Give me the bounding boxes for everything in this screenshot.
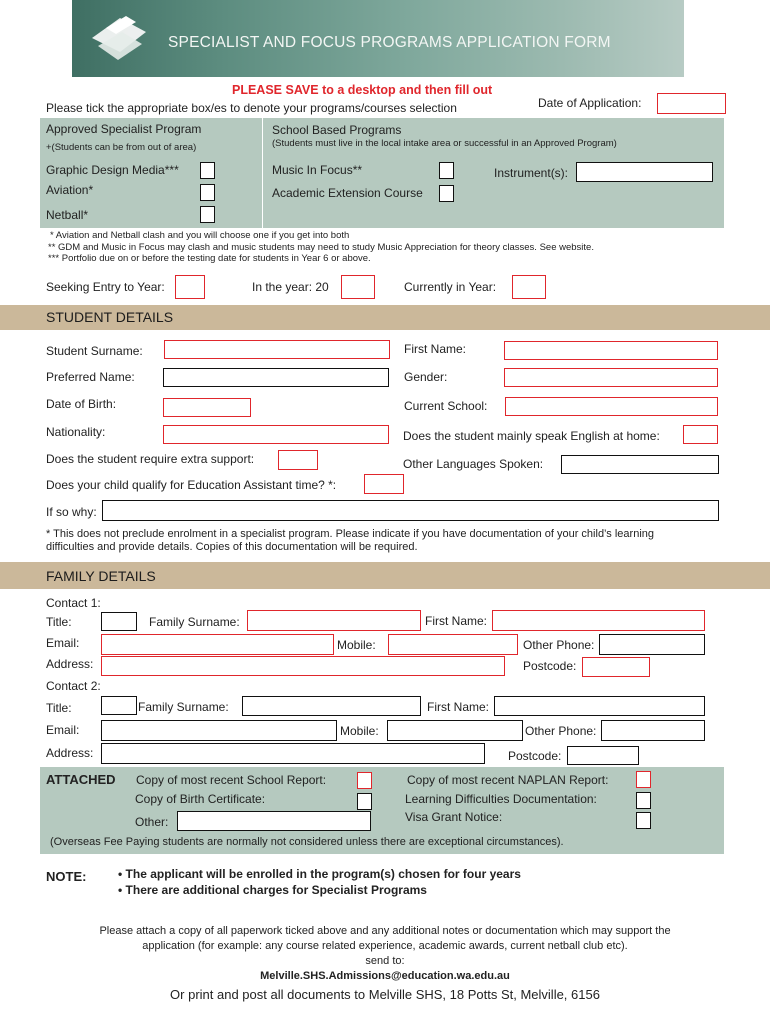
music-label: Music In Focus** <box>272 163 363 177</box>
languages-label: Other Languages Spoken: <box>403 457 544 471</box>
form-title: SPECIALIST AND FOCUS PROGRAMS APPLICATION FORM <box>168 34 611 51</box>
current-school-field[interactable] <box>505 397 718 416</box>
preferred-name-label: Preferred Name: <box>46 370 135 384</box>
c1-mobile-field[interactable] <box>388 634 518 655</box>
graphic-design-label: Graphic Design Media*** <box>46 163 179 177</box>
footer-post: Or print and post all documents to Melville SHS, 18 Potts St, Melville, 6156 <box>170 987 600 1002</box>
c2-address-field[interactable] <box>101 743 485 764</box>
dob-label: Date of Birth: <box>46 397 117 411</box>
english-label: Does the student mainly speak English at home: <box>403 429 660 443</box>
c1-postcode-field[interactable] <box>582 657 650 677</box>
note-bullet-2-text: There are additional charges for Specialist Programs <box>125 883 427 897</box>
approved-program-title: Approved Specialist Program <box>46 122 202 136</box>
c1-other-phone-field[interactable] <box>599 634 705 655</box>
netball-label: Netball* <box>46 208 89 222</box>
why-label: If so why: <box>46 505 97 519</box>
surname-label: Student Surname: <box>46 344 143 358</box>
date-field[interactable] <box>657 93 726 114</box>
gender-field[interactable] <box>504 368 718 387</box>
naplan-checkbox[interactable] <box>636 771 651 788</box>
footer-email[interactable]: Melville.SHS.Admissions@education.wa.edu.au <box>260 970 510 982</box>
nationality-label: Nationality: <box>46 425 106 439</box>
current-school-label: Current School: <box>404 399 488 413</box>
approved-program-note: +(Students can be from out of area) <box>46 142 197 153</box>
c2-first-name-label: First Name: <box>427 700 490 714</box>
c1-email-field[interactable] <box>101 634 334 655</box>
birth-cert-checkbox[interactable] <box>357 793 372 810</box>
footer-line-2: application (for example: any course related experience, academic awards, current netball club etc). <box>142 940 628 952</box>
c1-first-name-label: First Name: <box>425 614 488 628</box>
other-doc-field[interactable] <box>177 811 371 831</box>
school-report-label: Copy of most recent School Report: <box>136 773 327 787</box>
c2-address-label: Address: <box>46 746 94 760</box>
footer-line-1: Please attach a copy of all paperwork ticked above and any additional notes or documentation which may support the <box>99 925 671 937</box>
note-bullet-1-text: The applicant will be enrolled in the program(s) chosen for four years <box>125 867 521 881</box>
ea-field[interactable] <box>364 474 404 494</box>
c1-title-label: Title: <box>46 615 72 629</box>
c1-postcode-label: Postcode: <box>523 659 577 673</box>
visa-checkbox[interactable] <box>636 812 651 829</box>
header-banner <box>72 0 684 77</box>
instruction-text: Please tick the appropriate box/es to denote your programs/courses selection <box>46 101 457 115</box>
contact1-label: Contact 1: <box>46 596 101 610</box>
support-field[interactable] <box>278 450 318 470</box>
c1-first-name-field[interactable] <box>492 610 705 631</box>
attached-heading: ATTACHED <box>46 772 116 787</box>
birth-cert-label: Copy of Birth Certificate: <box>135 792 266 806</box>
student-note-2: difficulties and provide details. Copies of this documentation will be required. <box>46 541 418 553</box>
academic-label: Academic Extension Course <box>272 186 423 200</box>
footer-line-3: send to: <box>365 955 405 967</box>
c1-title-field[interactable] <box>101 612 137 631</box>
c2-other-phone-field[interactable] <box>601 720 705 741</box>
footnote-1: * Aviation and Netball clash and you will choose one if you get into both <box>50 230 350 241</box>
note-bullet-2: • There are additional charges for Specialist Programs <box>118 883 427 897</box>
currently-field[interactable] <box>512 275 546 299</box>
english-field[interactable] <box>683 425 718 444</box>
why-field[interactable] <box>102 500 719 521</box>
c2-surname-label: Family Surname: <box>138 700 229 714</box>
nationality-field[interactable] <box>163 425 389 444</box>
contact2-label: Contact 2: <box>46 679 101 693</box>
first-name-label: First Name: <box>404 342 467 356</box>
instrument-label: Instrument(s): <box>494 166 569 180</box>
currently-label: Currently in Year: <box>404 280 497 294</box>
c2-postcode-field[interactable] <box>567 746 639 765</box>
visa-label: Visa Grant Notice: <box>405 810 503 824</box>
footnote-2: ** GDM and Music in Focus may clash and music students may need to study Music Appreciation for theory classes. See website. <box>48 242 594 253</box>
seeking-entry-field[interactable] <box>175 275 205 299</box>
in-year-field[interactable] <box>341 275 375 299</box>
aviation-label: Aviation* <box>46 183 94 197</box>
family-section-title: FAMILY DETAILS <box>46 568 156 584</box>
c2-email-label: Email: <box>46 723 80 737</box>
naplan-label: Copy of most recent NAPLAN Report: <box>407 773 609 787</box>
save-notice: PLEASE SAVE to a desktop and then fill out <box>232 83 493 97</box>
school-logo-icon <box>86 10 156 66</box>
first-name-field[interactable] <box>504 341 718 360</box>
note-heading: NOTE: <box>46 869 87 884</box>
c2-title-label: Title: <box>46 701 72 715</box>
seeking-entry-label: Seeking Entry to Year: <box>46 280 165 294</box>
c2-first-name-field[interactable] <box>494 696 705 716</box>
c2-mobile-field[interactable] <box>387 720 523 741</box>
netball-checkbox[interactable] <box>200 206 215 223</box>
surname-field[interactable] <box>164 340 390 359</box>
school-program-note: (Students must live in the local intake area or successful in an Approved Program) <box>272 138 617 149</box>
c1-surname-field[interactable] <box>247 610 421 631</box>
c1-address-field[interactable] <box>101 656 505 676</box>
date-label: Date of Application: <box>538 96 642 110</box>
academic-checkbox[interactable] <box>439 185 454 202</box>
c1-mobile-label: Mobile: <box>337 638 376 652</box>
support-label: Does the student require extra support: <box>46 452 255 466</box>
c1-surname-label: Family Surname: <box>149 615 240 629</box>
c2-mobile-label: Mobile: <box>340 724 379 738</box>
preferred-name-field[interactable] <box>163 368 389 387</box>
panel-divider <box>262 118 263 228</box>
languages-field[interactable] <box>561 455 719 474</box>
music-checkbox[interactable] <box>439 162 454 179</box>
c1-address-label: Address: <box>46 657 94 671</box>
note-bullet-1: • The applicant will be enrolled in the program(s) chosen for four years <box>118 867 521 881</box>
c1-other-phone-label: Other Phone: <box>523 638 595 652</box>
ea-label: Does your child qualify for Education Assistant time? *: <box>46 478 337 492</box>
instrument-field[interactable] <box>576 162 713 182</box>
overseas-note: (Overseas Fee Paying students are normally not considered unless there are exceptional circumstances). <box>50 836 564 848</box>
c2-surname-field[interactable] <box>242 696 421 716</box>
c2-other-phone-label: Other Phone: <box>525 724 597 738</box>
c2-title-field[interactable] <box>101 696 137 715</box>
c2-postcode-label: Postcode: <box>508 749 562 763</box>
in-year-label: In the year: 20 <box>252 280 329 294</box>
student-section-title: STUDENT DETAILS <box>46 309 174 325</box>
other-doc-label: Other: <box>135 815 169 829</box>
c1-email-label: Email: <box>46 636 80 650</box>
school-program-title: School Based Programs <box>272 123 402 137</box>
learning-doc-checkbox[interactable] <box>636 792 651 809</box>
dob-field[interactable] <box>163 398 251 417</box>
c2-email-field[interactable] <box>101 720 337 741</box>
student-note-1: * This does not preclude enrolment in a specialist program. Please indicate if you have documentation of your child’s learning <box>46 528 654 540</box>
graphic-design-checkbox[interactable] <box>200 162 215 179</box>
footnote-3: *** Portfolio due on or before the testing date for students in Year 6 or above. <box>48 253 371 264</box>
gender-label: Gender: <box>404 370 448 384</box>
school-report-checkbox[interactable] <box>357 772 372 789</box>
aviation-checkbox[interactable] <box>200 184 215 201</box>
learning-doc-label: Learning Difficulties Documentation: <box>405 792 597 806</box>
